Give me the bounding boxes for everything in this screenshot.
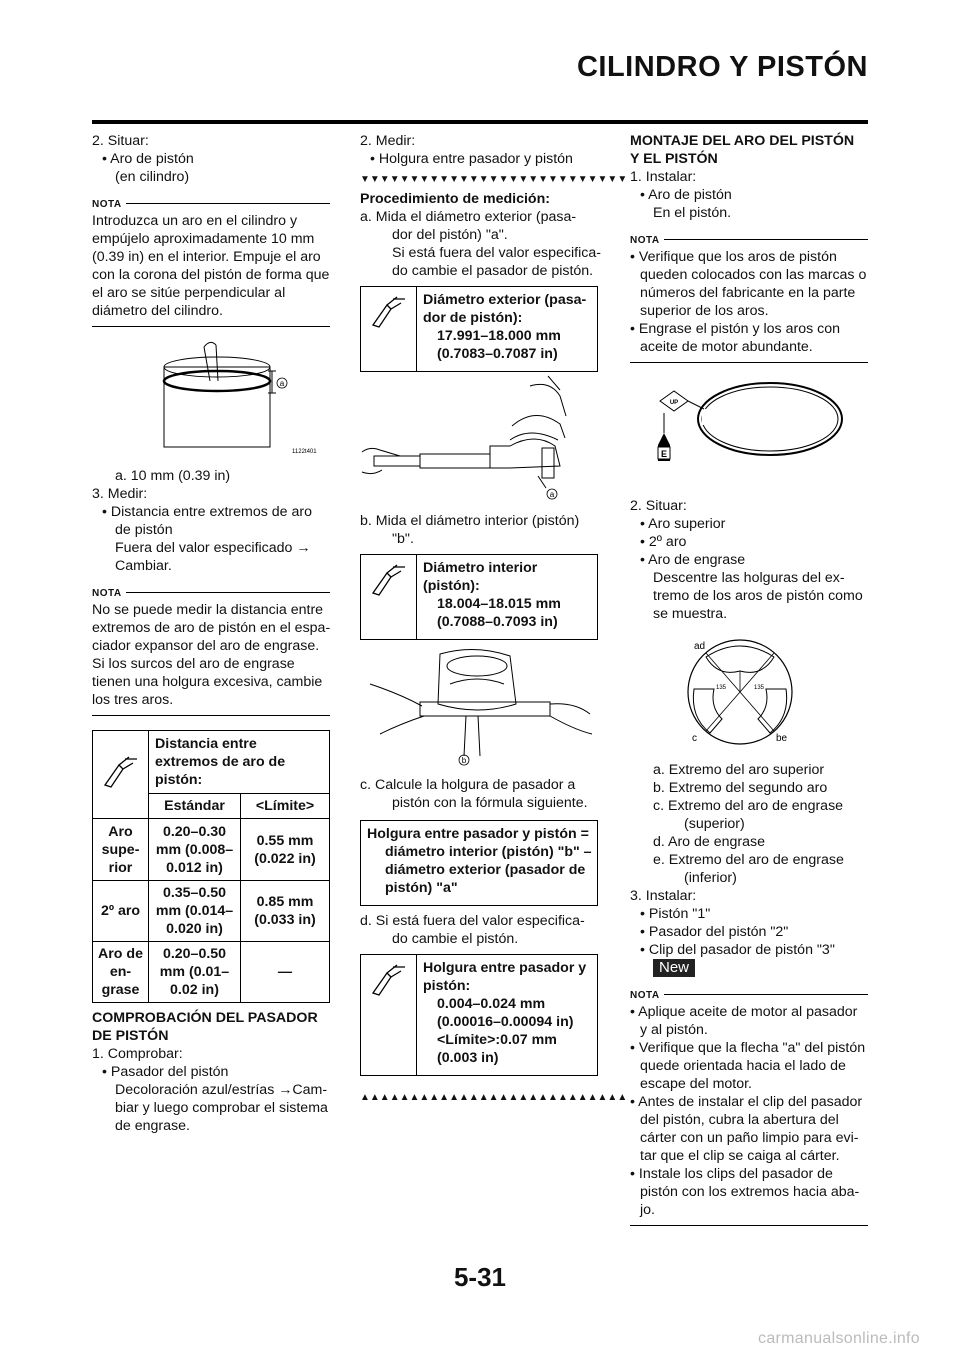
piston-ring-figure [630, 373, 868, 493]
column-3 [630, 132, 868, 1236]
footer-watermark[interactable]: carmanualsonline.info [758, 1330, 920, 1347]
legend-line: (superior) [684, 816, 745, 832]
caliper-icon [361, 555, 417, 639]
piston-inner-diameter-spec [360, 554, 598, 640]
text-line: • Holgura entre pasador y pistón [370, 151, 573, 167]
text-line: 2. Situar: [630, 498, 687, 514]
text-line: • Antes de instalar el clip del pasador [630, 1094, 863, 1110]
text-line: y al pistón. [640, 1022, 708, 1038]
text-line: d. Si está fuera del valor especifica- [360, 913, 585, 929]
spec-line: 17.991–18.000 mm [437, 328, 561, 344]
text-line: do cambie el pistón. [392, 931, 519, 947]
angle-label: 135 [754, 685, 765, 691]
new-badge: New [653, 959, 695, 977]
up-label: UP [669, 400, 679, 406]
caliper-icon [101, 755, 141, 789]
formula-line: diámetro interior (pistón) "b" – [385, 844, 592, 860]
text-line: • Engrase el pistón y los aros con [630, 321, 841, 337]
nota-heading: NOTA [630, 985, 868, 1003]
spec-line: (0.003 in) [437, 1050, 499, 1066]
legend-line: (inferior) [684, 870, 737, 886]
spec-line: Diámetro interior [423, 560, 538, 576]
text-line: 2. Situar: [92, 133, 149, 149]
fig-label-c: c [692, 733, 697, 744]
text-line: • Pasador del pistón [102, 1064, 229, 1080]
text-line: se muestra. [653, 606, 728, 622]
caption: a. 10 mm (0.39 in) [115, 468, 231, 484]
text-line: b. Mida el diámetro interior (pistón) [360, 513, 580, 529]
row-limit: 0.85 mm (0.033 in) [241, 881, 330, 942]
row-std: 0.35–0.50 mm (0.014– 0.020 in) [149, 881, 241, 942]
legend-line: e. Extremo del aro de engrase [653, 852, 844, 868]
text-line: tienen una holgura excesiva, cambie [92, 674, 323, 690]
nota-end-rule [92, 326, 330, 327]
text-line: biar y luego comprobar el sistema [115, 1100, 328, 1116]
formula-line: diámetro exterior (pasador de [385, 862, 586, 878]
spec-line: (0.7083–0.7087 in) [437, 346, 558, 362]
text-line: • Distancia entre extremos de aro [102, 504, 312, 520]
procedure-start-marker: ▼▼▼▼▼▼▼▼▼▼▼▼▼▼▼▼▼▼▼▼▼▼▼▼▼▼▼ [360, 174, 628, 185]
text-line: diámetro del cilindro. [92, 303, 223, 319]
text-line: tremo de los aros de pistón como [653, 588, 863, 604]
row-name: Aro supe- rior [93, 819, 149, 881]
row-std: 0.20–0.50 mm (0.01– 0.02 in) [149, 942, 241, 1003]
text-line: • Verifique que la flecha "a" del pistón [630, 1040, 866, 1056]
page-title: CILINDRO Y PISTÓN [576, 51, 868, 83]
text-line: Introduzca un aro en el cilindro y [92, 213, 298, 229]
oil-label: E [660, 449, 668, 459]
pin-outer-diameter-spec [360, 286, 598, 372]
text-line: aceite de motor abundante. [640, 339, 813, 355]
text-line: • Aro superior [640, 516, 726, 532]
pin-clearance-spec [360, 954, 598, 1076]
text-line: escape del motor. [640, 1076, 752, 1092]
fig-label-b: b [461, 756, 467, 765]
row-std: 0.20–0.30 mm (0.008– 0.012 in) [149, 819, 241, 881]
nota-heading: NOTA [92, 583, 330, 601]
text-line: cárter con un paño limpio para evi- [640, 1130, 859, 1146]
clearance-formula-box [360, 820, 598, 906]
text-line: • Pistón "1" [640, 906, 711, 922]
legend-line: d. Aro de engrase [653, 834, 766, 850]
section-title: COMPROBACIÓN DEL PASADOR [92, 1010, 318, 1026]
spec-line: 0.004–0.024 mm [437, 996, 546, 1012]
text-line: • 2º aro [640, 534, 687, 550]
text-line: • Clip del pasador de pistón "3" [640, 942, 835, 958]
text-line: • Aro de pistón [102, 151, 194, 167]
text-line: Descentre las holguras del ex- [653, 570, 845, 586]
micrometer-pin-figure [360, 376, 598, 508]
text-line: (en cilindro) [115, 169, 190, 185]
text-line: Cambiar. [115, 558, 172, 574]
bore-gauge-piston-figure [360, 644, 598, 772]
text-line: tar que el clip se caiga al cárter. [640, 1148, 840, 1164]
procedure-title: Procedimiento de medición: [360, 191, 550, 207]
section-title: DE PISTÓN [92, 1028, 169, 1044]
text-line: • Instale los clips del pasador de [630, 1166, 833, 1182]
legend-line: b. Extremo del segundo aro [653, 780, 828, 796]
caliper-icon-cell [93, 731, 149, 819]
row-limit: 0.55 mm (0.022 in) [241, 819, 330, 881]
section-title: MONTAJE DEL ARO DEL PISTÓN [630, 133, 855, 149]
spec-line: pistón: [423, 978, 471, 994]
fig-label-a: a [549, 490, 555, 499]
text-line: dor del pistón) "a". [392, 227, 508, 243]
formula-line: pistón) "a" [385, 880, 458, 896]
text-line: do cambie el pasador de pistón. [392, 263, 594, 279]
text-line: quede orientada hacia el lado de [640, 1058, 846, 1074]
text-line: de engrase. [115, 1118, 190, 1134]
text-line: el aro se sitúe perpendicular al [92, 285, 286, 301]
spec-line: dor de pistón): [423, 310, 523, 326]
text-line: superior de los aros. [640, 303, 769, 319]
ring-in-cylinder-figure [92, 337, 330, 463]
text-line: "b". [392, 531, 414, 547]
text-line: empújelo aproximadamente 10 mm [92, 231, 315, 247]
section-title: Y EL PISTÓN [630, 151, 718, 167]
column-2 [360, 132, 628, 1108]
text-line: números del fabricante en la parte [640, 285, 856, 301]
text-line: Fuera del valor especificado → [115, 540, 311, 556]
text-line: c. Calcule la holgura de pasador a [360, 777, 576, 793]
text-line: queden colocados con las marcas o [640, 267, 867, 283]
text-line: del pistón, cubra la abertura del [640, 1112, 839, 1128]
text-line: ciador expansor del aro de engrase. [92, 638, 320, 654]
row-name: Aro de en- grase [93, 942, 149, 1003]
ring-gap-spec-table [92, 730, 330, 1003]
angle-label: 135 [716, 685, 727, 691]
column-header: Estándar [149, 794, 241, 819]
text-line: 3. Medir: [92, 486, 148, 502]
caliper-icon [361, 955, 417, 1075]
legend-line: a. Extremo del aro superior [653, 762, 825, 778]
nota-heading: NOTA [630, 230, 868, 248]
header-rule [92, 120, 868, 124]
page-number: 5-31 [453, 1262, 507, 1292]
nota-heading: NOTA [92, 194, 330, 212]
text-line: pistón con la fórmula siguiente. [392, 795, 588, 811]
text-line: En el pistón. [653, 205, 732, 221]
text-line: 2. Medir: [360, 133, 416, 149]
ring-gap-positions-figure [630, 627, 868, 757]
text-line: 3. Instalar: [630, 888, 697, 904]
column-1 [92, 132, 330, 1135]
text-line: 1. Instalar: [630, 169, 697, 185]
text-line: • Verifique que los aros de pistón [630, 249, 837, 265]
text-line: Si está fuera del valor especifica- [392, 245, 601, 261]
spec-line: Holgura entre pasador y [423, 960, 587, 976]
formula-line: Holgura entre pasador y pistón = [367, 826, 589, 842]
figure-code: 1122t401 [292, 449, 317, 455]
text-line: extremos de aro de pistón en el espa- [92, 620, 331, 636]
text-line: • Aplique aceite de motor al pasador [630, 1004, 858, 1020]
text-line: de pistón [115, 522, 173, 538]
nota-end-rule [92, 715, 330, 716]
text-line: a. Mida el diámetro exterior (pasa- [360, 209, 577, 225]
spec-line: (0.00016–0.00094 in) [437, 1014, 574, 1030]
fig-label-ad: ad [694, 641, 706, 652]
nota-end-rule [630, 362, 868, 363]
legend-line: c. Extremo del aro de engrase [653, 798, 844, 814]
fig-label-a: a [279, 379, 285, 388]
text-line: • Aro de engrase [640, 552, 746, 568]
spec-line: 18.004–18.015 mm [437, 596, 561, 612]
text-line: • Aro de pistón [640, 187, 732, 203]
text-line: jo. [640, 1202, 655, 1218]
column-header: <Límite> [241, 794, 330, 819]
text-line: Si los surcos del aro de engrase [92, 656, 295, 672]
text-line: (0.39 in) en el interior. Empuje el aro [92, 249, 321, 265]
table-title: Distancia entre extremos de aro de pistón: [149, 731, 330, 794]
text-line: • Pasador del pistón "2" [640, 924, 789, 940]
row-name: 2º aro [93, 881, 149, 942]
spec-line: (0.7088–0.7093 in) [437, 614, 558, 630]
caliper-icon [361, 287, 417, 371]
text-line: No se puede medir la distancia entre [92, 602, 324, 618]
text-line: Decoloración azul/estrías →Cam- [115, 1082, 328, 1098]
spec-line: <Límite>:0.07 mm [437, 1032, 557, 1048]
text-line: 1. Comprobar: [92, 1046, 183, 1062]
text-line: pistón con los extremos hacia aba- [640, 1184, 860, 1200]
fig-label-be: be [776, 733, 788, 744]
procedure-end-marker: ▲▲▲▲▲▲▲▲▲▲▲▲▲▲▲▲▲▲▲▲▲▲▲▲▲▲▲ [360, 1092, 628, 1103]
spec-line: (pistón): [423, 578, 480, 594]
text-line: con la corona del pistón de forma que [92, 267, 330, 283]
text-line: los tres aros. [92, 692, 174, 708]
spec-line: Diámetro exterior (pasa- [423, 292, 587, 308]
nota-end-rule [630, 1225, 868, 1226]
row-limit: — [241, 942, 330, 1003]
